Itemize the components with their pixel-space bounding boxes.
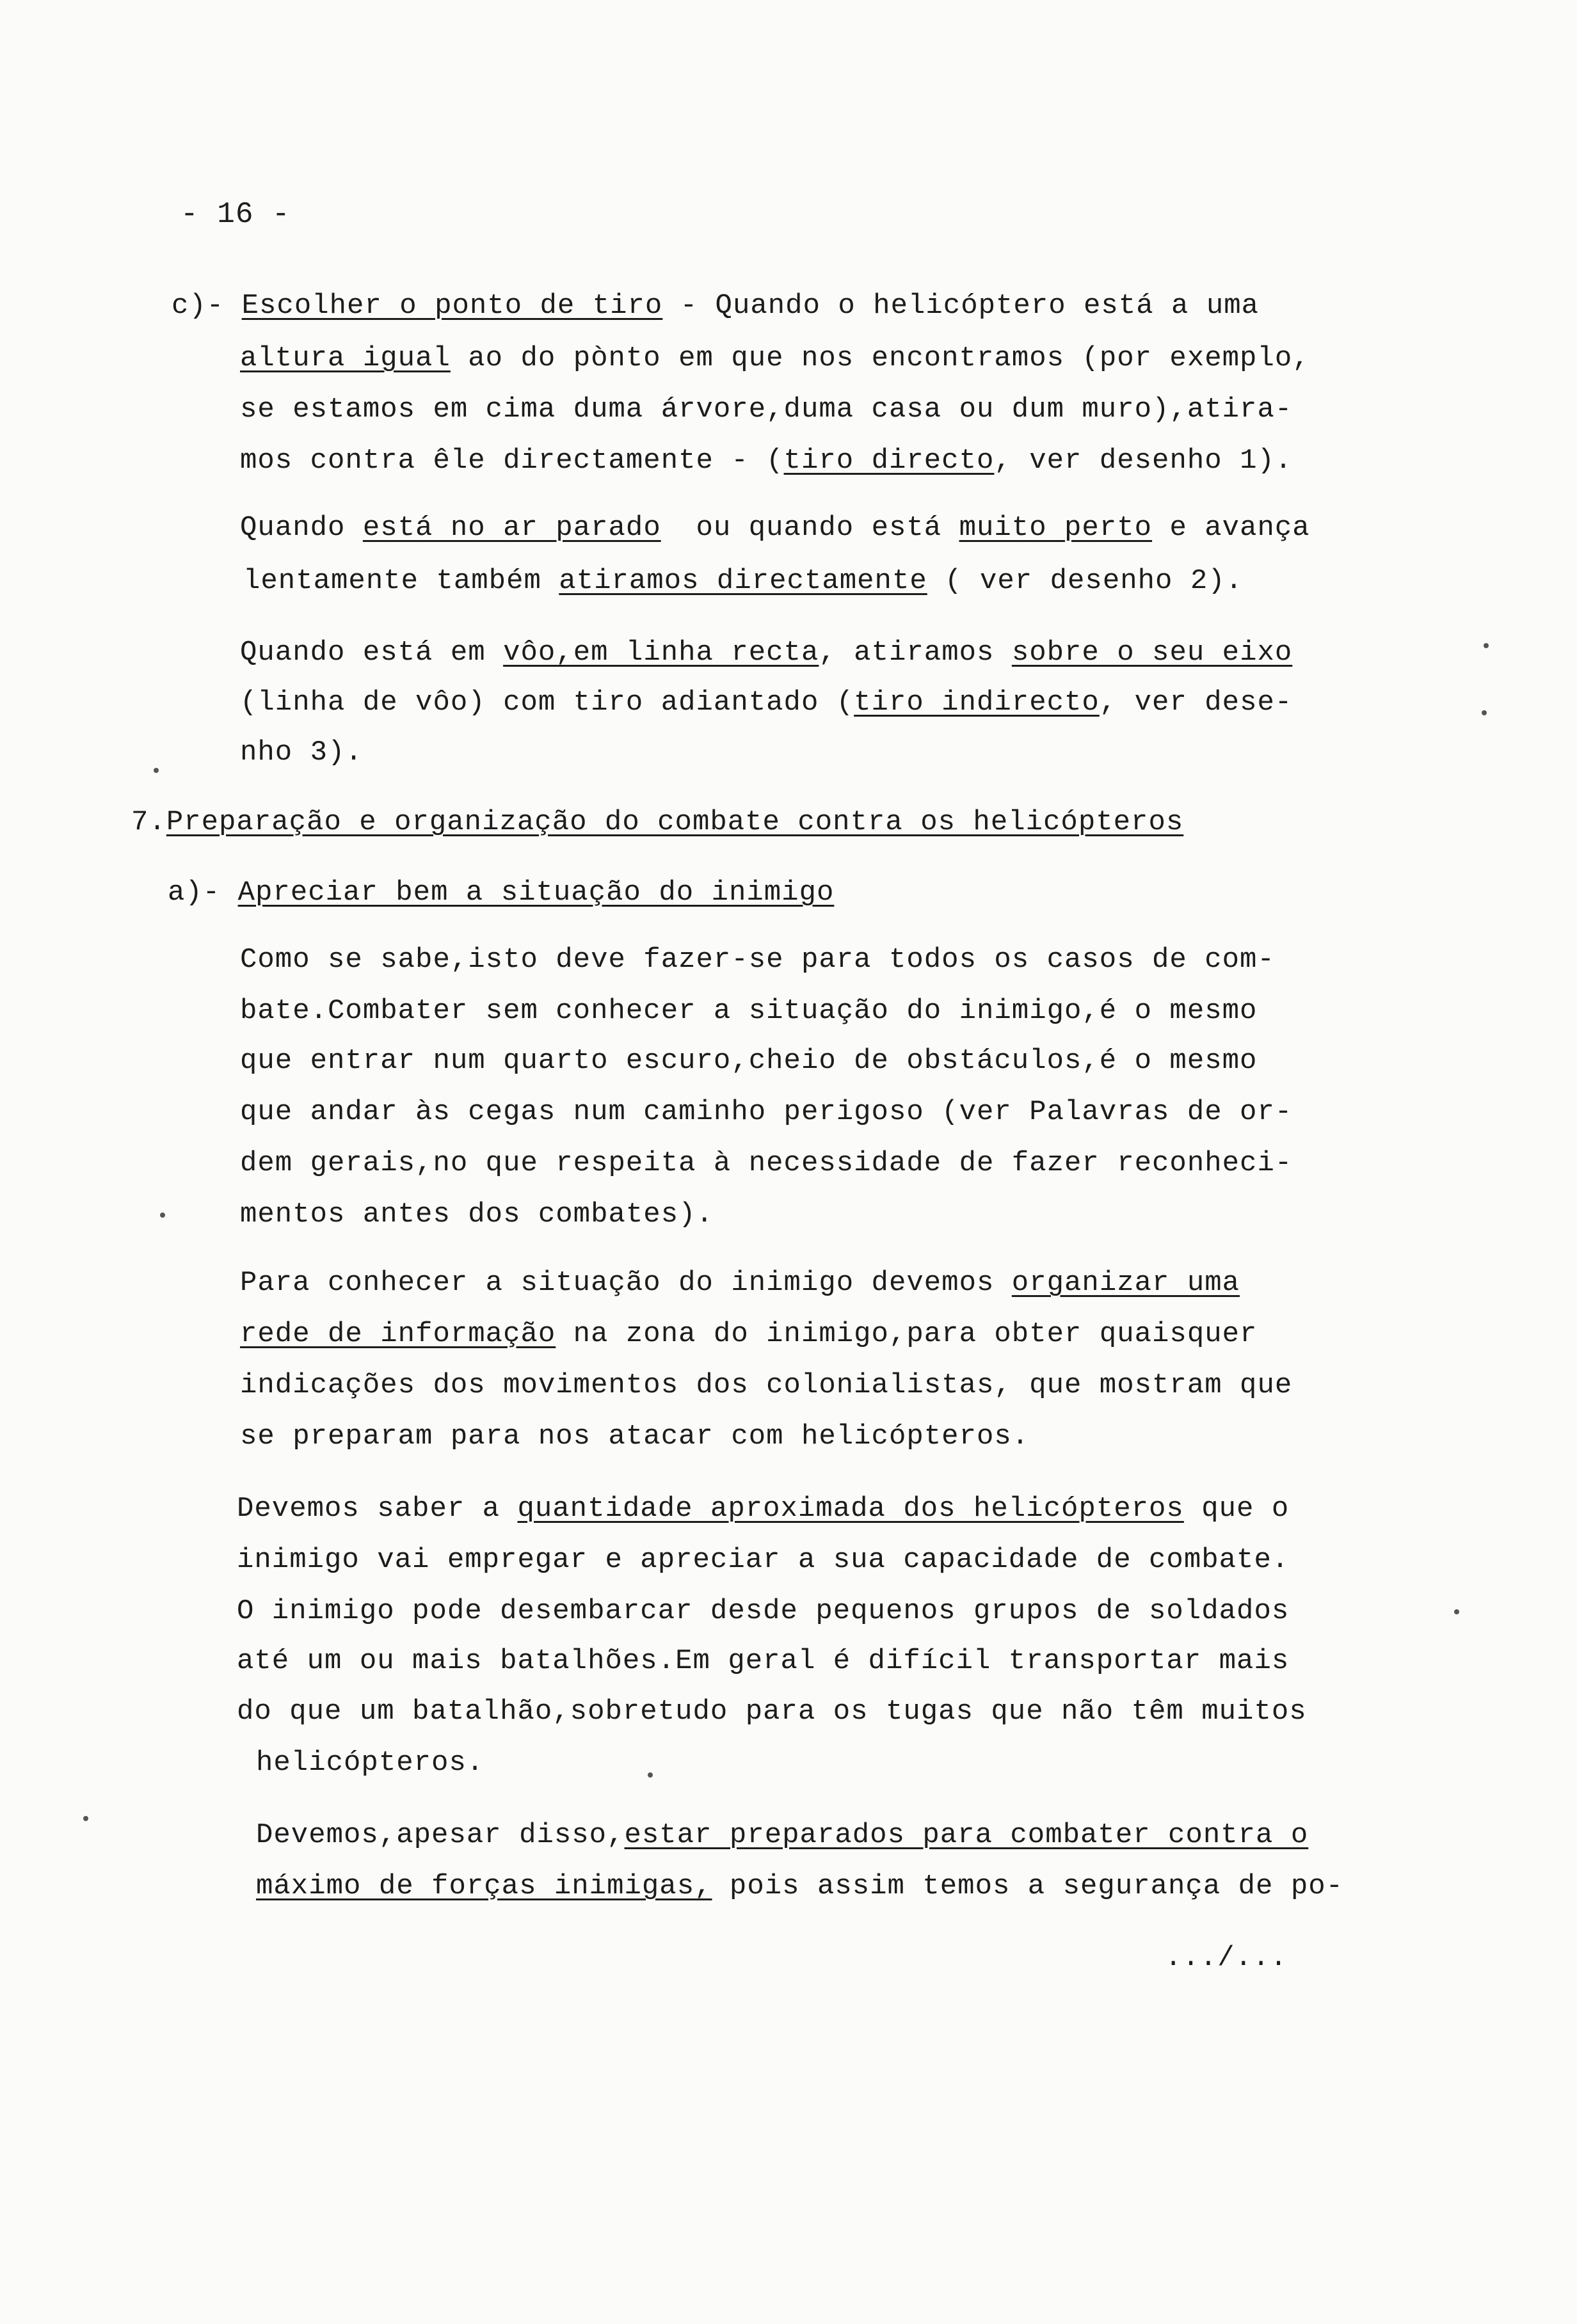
scan-speck (83, 1816, 88, 1821)
scan-speck (1484, 643, 1489, 648)
underlined-text: atiramos directamente (559, 565, 927, 597)
section-a-text: Devemos saber a (237, 1493, 518, 1525)
section-c-text: , ver desenho 1). (994, 445, 1293, 477)
section-a-p1-line: que andar às cegas num caminho perigoso (ver Palavras de or- (240, 1096, 1293, 1128)
section-c-p3-line-1 (240, 633, 1292, 672)
section-c-line-3: se estamos em cima duma árvore,duma casa ou dum muro),atira- (240, 394, 1293, 426)
section-c-text: mos contra êle directamente - ( (240, 445, 784, 477)
section-c-text: ( ver desenho 2). (927, 565, 1244, 597)
section-a-text: Para conhecer a situação do inimigo devemos (240, 1267, 1012, 1299)
section-c-title: Escolher o ponto de tiro (241, 290, 663, 322)
section-a-p2-line-1 (240, 1264, 1240, 1302)
scan-speck (160, 1213, 165, 1218)
section-a-p1-line: que entrar num quarto escuro,cheio de obstáculos,é o mesmo (240, 1045, 1258, 1077)
underlined-text: sobre o seu eixo (1011, 637, 1293, 669)
section-a-text: Devemos,apesar disso, (256, 1819, 625, 1851)
section-a-p1-line: mentos antes dos combates). (240, 1198, 714, 1230)
scan-speck (154, 768, 159, 773)
section-a-p3-line: inimigo vai empregar e apreciar a sua capacidade de combate. (237, 1544, 1290, 1576)
section-c-p2-line-2 (243, 562, 1243, 600)
section-c-text: ao do pònto em que nos encontramos (por exemplo, (450, 342, 1310, 374)
section-a-p3-line: helicópteros. (256, 1747, 484, 1779)
section-a-heading (168, 873, 834, 912)
scan-speck (1454, 1609, 1459, 1614)
section-c-line-4 (240, 442, 1292, 480)
section-a-p4-line-2 (256, 1867, 1343, 1906)
underlined-text: quantidade aproximada dos helicópteros (517, 1493, 1184, 1525)
scan-speck (1482, 710, 1487, 715)
section-a-p2-line-3: indicações dos movimentos dos colonialistas, que mostram que (240, 1369, 1293, 1401)
section-a-p3-line: até um ou mais batalhões.Em geral é difícil transportar mais (237, 1645, 1290, 1677)
section-a-marker: a)- (168, 877, 221, 909)
underlined-text: vôo,em linha recta (503, 637, 819, 669)
section-c-text: Quando (240, 512, 363, 544)
section-a-p2-line-2 (240, 1315, 1257, 1353)
section-a-text: na zona do inimigo,para obter quaisquer (556, 1318, 1258, 1350)
underlined-text: tiro directo (783, 445, 995, 477)
underlined-text: estar preparados para combater contra o (624, 1819, 1309, 1851)
scan-speck (648, 1772, 653, 1778)
underlined-text: muito perto (959, 512, 1153, 544)
section-c-marker: c)- (172, 290, 225, 322)
section-a-p3-line: O inimigo pode desembarcar desde pequenos grupos de soldados (237, 1595, 1290, 1627)
underlined-text: altura igual (240, 342, 451, 374)
section-a-p4-line-1 (256, 1816, 1308, 1854)
page-number: - 16 - (180, 198, 291, 231)
section-c-line-2 (240, 339, 1310, 378)
section-c-text: e avança (1152, 512, 1310, 544)
section-7-heading (131, 803, 1183, 841)
underlined-text: rede de informação (240, 1318, 556, 1350)
section-a-text: que o (1183, 1493, 1290, 1525)
section-a-p3-line: do que um batalhão,sobretudo para os tugas que não têm muitos (237, 1696, 1307, 1728)
section-7-title: Preparação e organização do combate contra os helicópteros (166, 806, 1184, 838)
section-a-text: pois assim temos a segurança de po- (712, 1870, 1344, 1902)
section-c-text: - Quando o helicóptero está a uma (662, 290, 1260, 322)
section-c-text: ou quando está (660, 512, 959, 544)
underlined-text: está no ar parado (362, 512, 661, 544)
section-a-p3-line-1 (237, 1490, 1289, 1528)
section-c-line-1 (172, 287, 1259, 325)
section-c-text: lentamente também (243, 565, 559, 597)
continuation-mark: .../... (1165, 1942, 1288, 1974)
section-7-marker: 7. (131, 806, 166, 838)
section-c-text: (linha de vôo) com tiro adiantado ( (240, 687, 854, 719)
section-c-p3-line-3: nho 3). (240, 736, 363, 768)
underlined-text: organizar uma (1011, 1267, 1240, 1299)
underlined-text: máximo de forças inimigas, (256, 1870, 712, 1902)
section-a-p1-line: dem gerais,no que respeita à necessidade de fazer reconheci- (240, 1147, 1293, 1179)
section-a-p1-line: bate.Combater sem conhecer a situação do inimigo,é o mesmo (240, 995, 1258, 1027)
section-a-p2-line-4: se preparam para nos atacar com helicópteros. (240, 1421, 1030, 1452)
section-c-p2-line-1 (240, 509, 1310, 547)
section-c-text: , ver dese- (1099, 687, 1293, 719)
section-c-text: Quando está em (240, 637, 504, 669)
section-c-p3-line-2 (240, 683, 1292, 722)
section-a-title: Apreciar bem a situação do inimigo (237, 877, 835, 909)
underlined-text: tiro indirecto (854, 687, 1100, 719)
section-c-text: , atiramos (819, 637, 1012, 669)
section-a-p1-line: Como se sabe,isto deve fazer-se para todos os casos de com- (240, 944, 1275, 976)
